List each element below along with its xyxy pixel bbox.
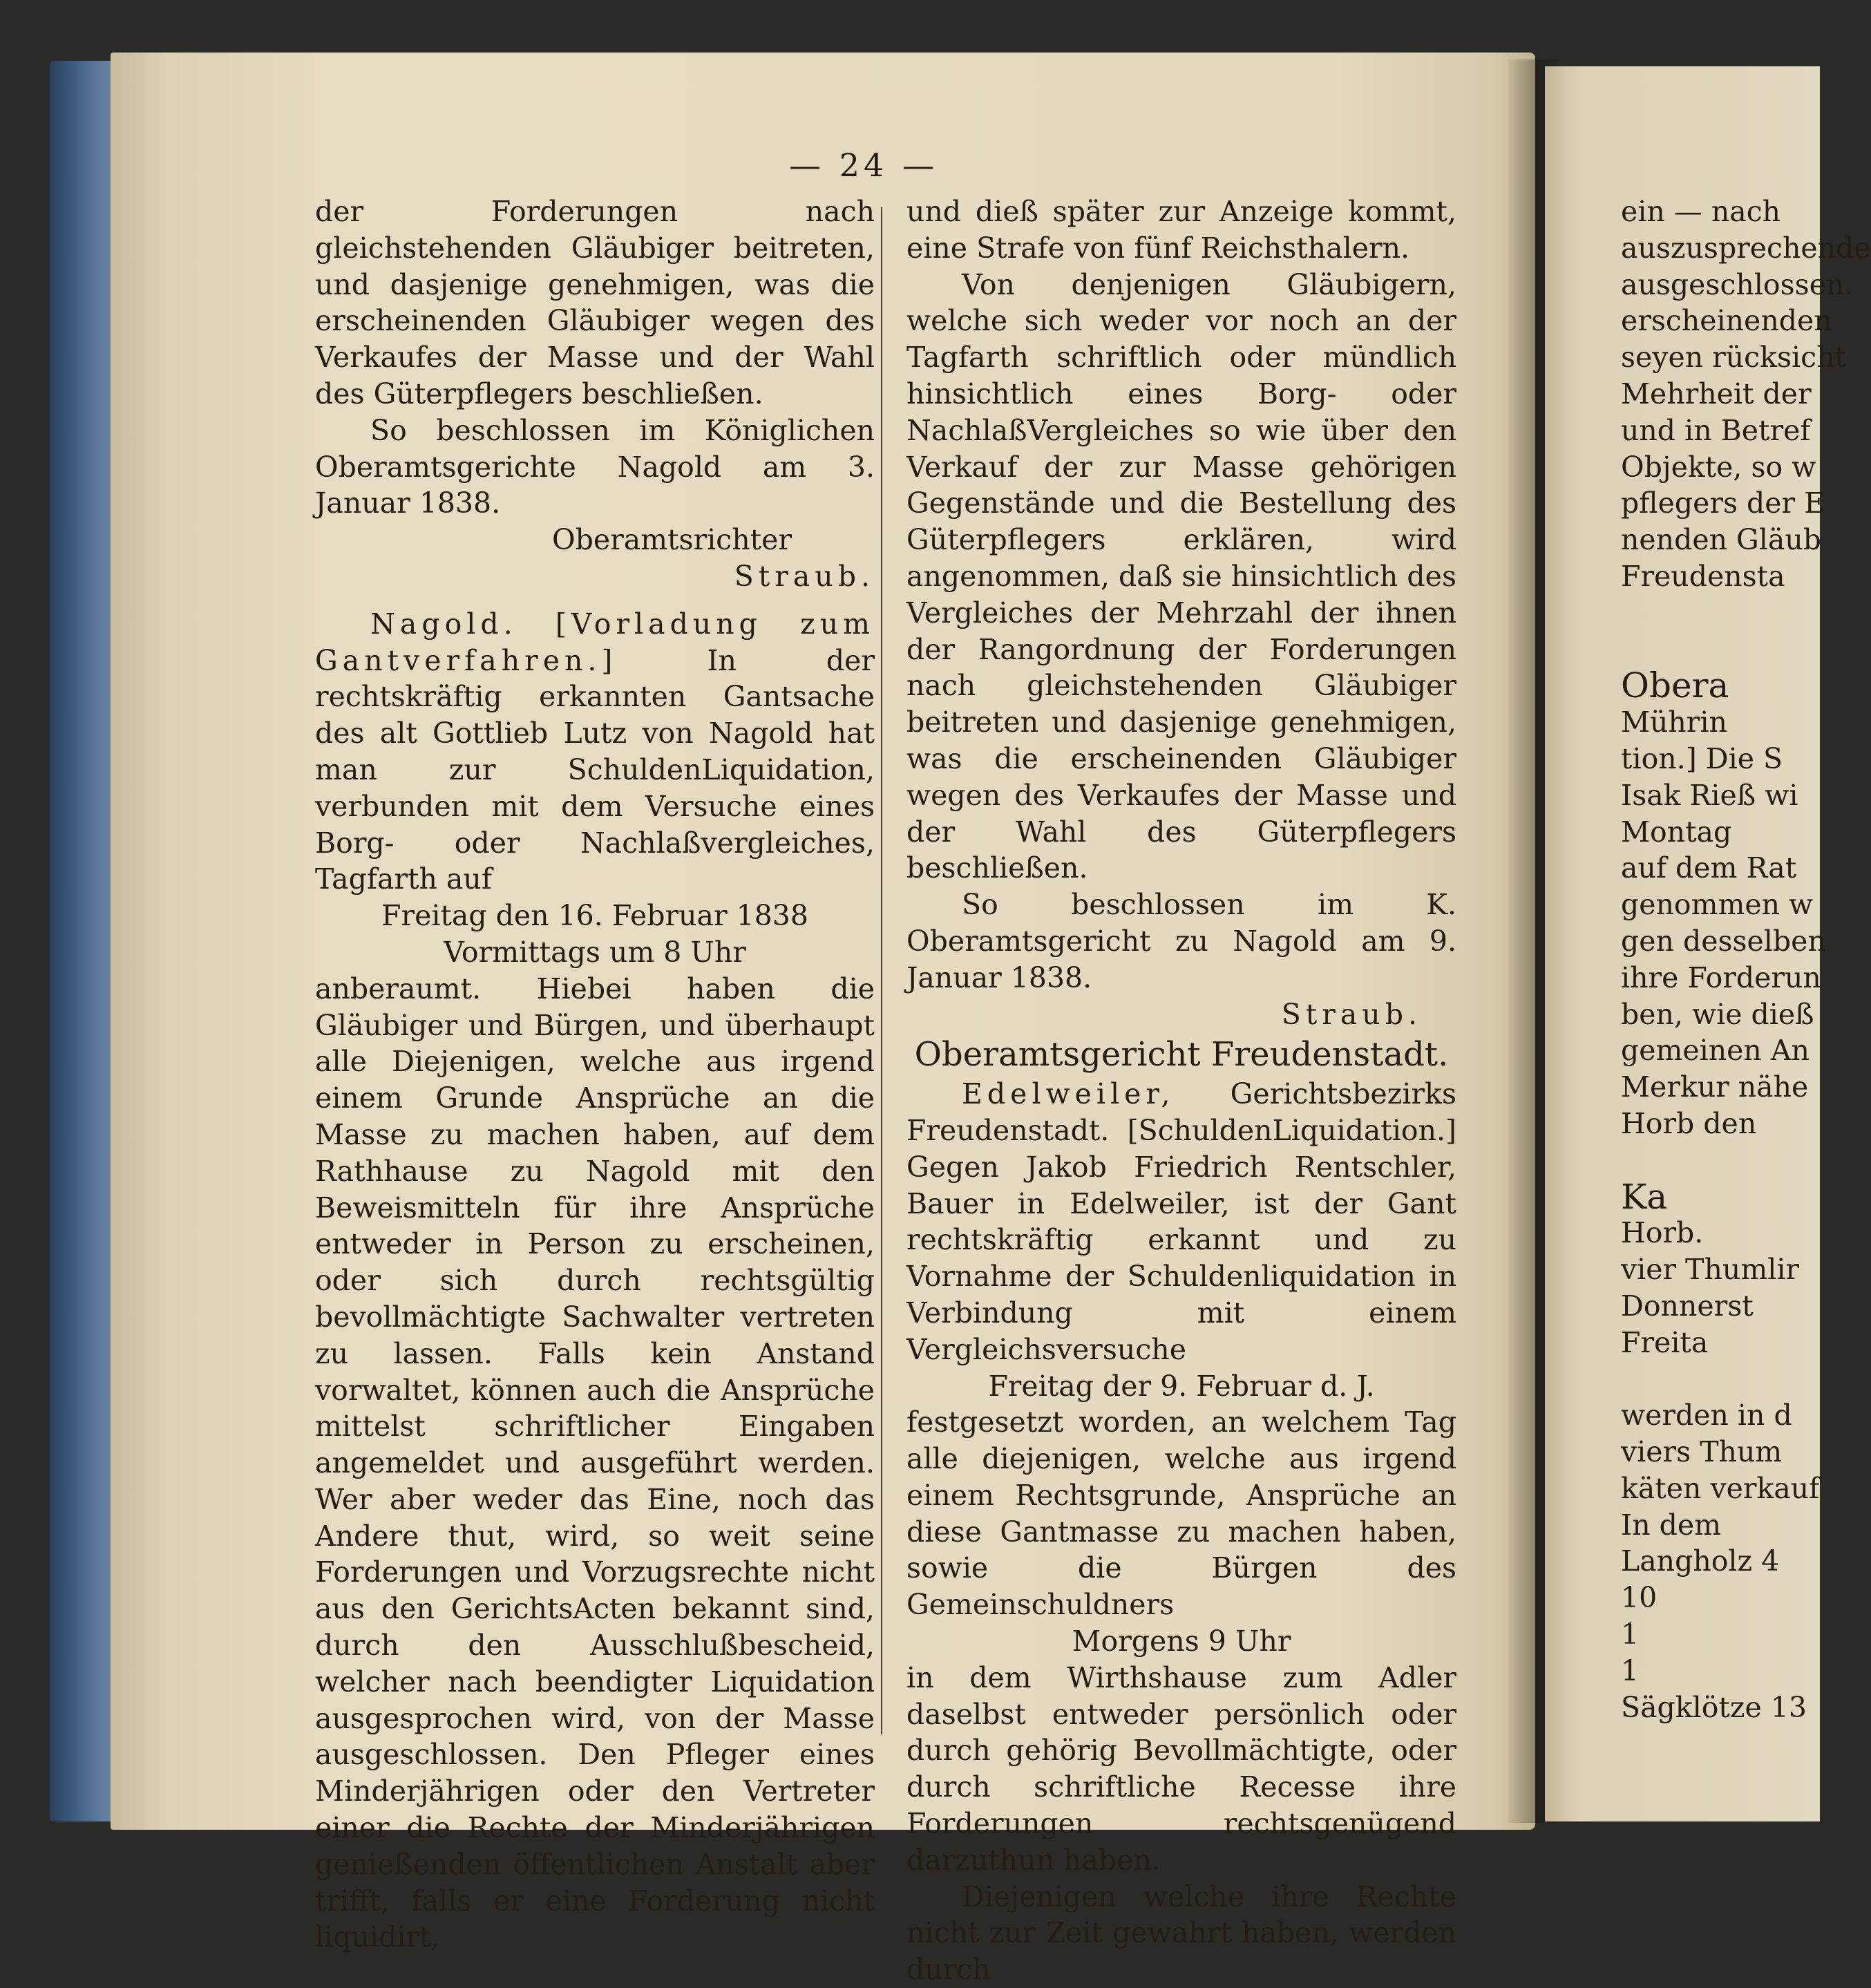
- text-line: viers Thum: [1621, 1435, 1783, 1469]
- column-left: [315, 193, 875, 1956]
- text-line: gen desselben: [1621, 924, 1826, 958]
- column-rule: [881, 207, 882, 1734]
- text-line: genommen w: [1621, 888, 1814, 922]
- text-line: und in Betref: [1621, 413, 1811, 447]
- text-line: 1: [1621, 1618, 1640, 1651]
- text-line: Sägklötze 13: [1621, 1690, 1807, 1724]
- notice-heading: Edelweiler,: [962, 1077, 1175, 1111]
- text-line: vier Thumlir: [1621, 1253, 1800, 1287]
- text-line: auf dem Rat: [1621, 851, 1797, 885]
- notice-paragraph: [315, 606, 875, 898]
- paragraph: und dieß später zur Anzeige kommt, eine Strafe von fünf Reichsthalern.: [906, 195, 1456, 265]
- notice-paragraph: [906, 1076, 1456, 1367]
- paragraph: So beschlossen im K. Oberamtsgericht zu Nagold am 9. Januar 1838.: [906, 888, 1456, 994]
- text-line: nenden Gläub: [1621, 523, 1821, 557]
- text-line: In dem: [1621, 1508, 1722, 1542]
- signature-title: Oberamtsrichter: [552, 523, 792, 557]
- text-line: gemeinen An: [1621, 1034, 1810, 1068]
- text-line: Mührin: [1621, 706, 1727, 739]
- text-line: Horb.: [1621, 1216, 1704, 1250]
- signature-name: Straub.: [1281, 997, 1422, 1031]
- text-line: Mehrheit der: [1621, 377, 1812, 410]
- paragraph: in dem Wirthshause zum Adler daselbst entweder persönlich oder durch gehörig Bevollmächtigte, oder durch schriftliche Recesse ihre Forderungen rechtsgenügend darzuthun haben.: [906, 1660, 1456, 1877]
- paragraph: So beschlossen im Königlichen Oberamtsgerichte Nagold am 3. Januar 1838.: [315, 413, 875, 520]
- notice-text: In der rechtskräftig erkannten Gantsache des alt Gottlieb Lutz von Nagold hat man zur SchuldenLiquidation, verbunden mit dem Versuche eines Borg- oder Nachlaßvergleiches, Tagfarth auf: [315, 643, 875, 896]
- text-line: Ka: [1621, 1176, 1668, 1217]
- text-line: seyen rücksicht: [1621, 341, 1846, 375]
- paragraph: festgesetzt worden, an welchem Tag alle diejenigen, welche aus irgend einem Rechtsgrunde, Ansprüche an diese Gantmasse zu machen haben, sowie die Bürgen des Gemeinschuldners: [906, 1405, 1456, 1622]
- text-line: Freudensta: [1621, 559, 1785, 593]
- hearing-time: Vormittags um 8 Uhr: [444, 935, 746, 969]
- text-line: Montag: [1621, 815, 1732, 849]
- text-line: 10: [1621, 1581, 1658, 1615]
- text-line: ausgeschlossen.: [1621, 267, 1854, 301]
- text-line: [1621, 595, 1828, 632]
- section-heading: Oberamtsgericht Freudenstadt.: [914, 1035, 1449, 1075]
- text-line: werden in d: [1621, 1399, 1792, 1432]
- column-right-partial: [1621, 193, 1871, 1725]
- text-line: Langholz 4: [1621, 1544, 1780, 1578]
- paragraph: Diejenigen welche ihre Rechte nicht zur Zeit gewahrt haben, werden durch: [906, 1880, 1456, 1987]
- hearing-time: Morgens 9 Uhr: [1072, 1625, 1291, 1658]
- text-line: [1621, 1361, 1828, 1398]
- text-line: käten verkauf: [1621, 1471, 1820, 1505]
- paragraph: Von denjenigen Gläubigern, welche sich weder vor noch an der Tagfarth schriftlich oder mündlich hinsichtlich eines Borg- oder NachlaßVergleiches so wie über den Verkauf der zur Masse gehörigen Gegenstände und die Bestellung des Güterpflegers erklären, wird angenommen, daß sie hinsichtlich des Vergleiches der Mehrzahl der ihnen der Rangordnung der Forderungen nach gleichstehenden Gläubiger beitreten und dasjenige genehmigen, was die erscheinenden Gläubiger wegen des Verkaufes der Masse und der Wahl des Güterpflegers beschließen.: [906, 267, 1456, 885]
- notice-heading: Nagold. [Vorladung zum Gantverfahren.]: [315, 607, 875, 677]
- text-line: [1621, 632, 1828, 668]
- page-number: — 24 —: [789, 146, 938, 184]
- text-line: tion.] Die S: [1621, 741, 1783, 775]
- paragraph: anberaumt. Hiebei haben die Gläubiger und Bürgen, und überhaupt alle Diejenigen, welche aus irgend einem Grunde Ansprüche an die Masse zu machen haben, auf dem Rathhause zu Nagold mit den Beweismitteln für ihre Ansprüche entweder in Person zu erscheinen, oder sich durch rechtsgültig bevollmächtigte Sachwalter vertreten zu lassen. Falls kein Anstand vorwaltet, können auch die Ansprüche mittelst schriftlicher Eingaben angemeldet und ausgeführt werden. Wer aber weder das Eine, noch das Andere thut, wird, so weit seine Forderungen und Vorzugsrechte nicht aus den GerichtsActen bekannt sind, durch den Ausschlußbescheid, welcher nach beendigter Liquidation ausgesprochen wird, von der Masse ausgeschlossen. Den Pfleger eines Minderjährigen oder den Vertreter einer die Rechte der Minderjährigen genießenden öffentlichen Anstalt aber trifft, falls er eine Forderung nicht liquidirt,: [315, 972, 875, 1954]
- text-line: Horb den: [1621, 1106, 1757, 1140]
- text-line: Objekte, so w: [1621, 450, 1816, 484]
- signature-name: Straub.: [734, 559, 875, 593]
- text-line: Freita: [1621, 1325, 1709, 1359]
- text-line: 1: [1621, 1654, 1640, 1687]
- text-line: ein — nach: [1621, 195, 1781, 228]
- text-line: [1621, 1142, 1828, 1179]
- text-line: Donnerst: [1621, 1289, 1754, 1323]
- paragraph: der Forderungen nach gleichstehenden Gläubiger beitreten, und dasjenige genehmigen, was die erscheinenden Gläubiger wegen des Verkaufes der Masse und der Wahl des Güterpflegers beschließen.: [315, 195, 875, 410]
- notice-text: Gerichtsbezirks Freudenstadt. [SchuldenLiquidation.] Gegen Jakob Friedrich Rentschler, Bauer in Edelweiler, ist der Gant rechtskräftig erkannt und zu Vornahme der Schuldenliquidation in Verbindung mit einem Vergleichsversuche: [906, 1077, 1456, 1366]
- text-line: pflegers der E: [1621, 486, 1825, 520]
- text-line: erscheinenden: [1621, 304, 1832, 338]
- text-line: Obera: [1621, 665, 1729, 706]
- text-line: Isak Rieß wi: [1621, 778, 1798, 812]
- column-middle: [906, 193, 1456, 1988]
- hearing-date: Freitag der 9. Februar d. J.: [988, 1369, 1375, 1403]
- text-line: ihre Forderun: [1621, 960, 1821, 994]
- text-line: ben, wie dieß: [1621, 997, 1814, 1031]
- hearing-date: Freitag den 16. Februar 1838: [381, 899, 808, 933]
- text-line: auszusprechende: [1621, 231, 1871, 265]
- text-line: Merkur nähe: [1621, 1070, 1809, 1104]
